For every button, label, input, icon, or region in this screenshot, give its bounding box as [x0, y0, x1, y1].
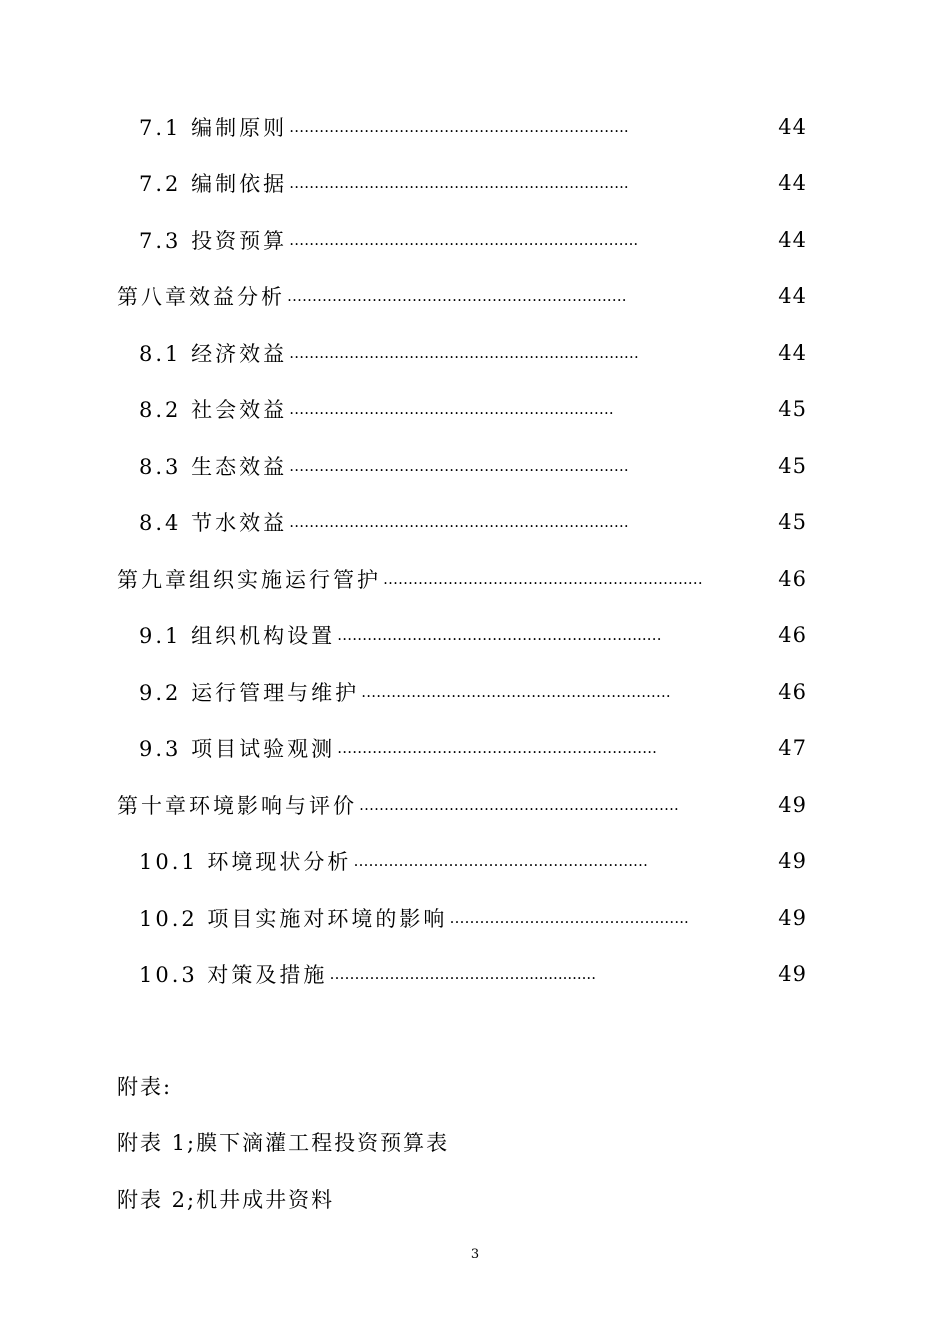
toc-entry-page: 49 — [778, 906, 807, 930]
toc-entry-page: 49 — [778, 962, 807, 986]
toc-entry-title: 第八章效益分析 — [117, 285, 285, 309]
toc-entry-page: 44 — [778, 341, 807, 365]
toc-dot-leader: ………………………………………………………….. — [289, 174, 629, 192]
toc-entry-title: 7.2 编制依据 — [139, 172, 288, 196]
toc-dot-leader: ……………………………………………………..… — [337, 626, 662, 644]
toc-entry-7-1[interactable] — [139, 112, 807, 142]
toc-entry-9-2[interactable] — [139, 677, 807, 707]
toc-dot-leader: ………………………………………………………….. — [289, 118, 629, 136]
toc-entry-title: 9.3 项目试验观测 — [139, 737, 336, 761]
toc-dot-leader: ……………………………….……………….… — [353, 852, 648, 870]
toc-entry-title: 10.1 环境现状分析 — [139, 850, 352, 874]
toc-entry-8-4[interactable] — [139, 507, 807, 537]
toc-entry-page: 46 — [778, 623, 807, 647]
toc-dot-leader: ………………………………………………………. — [359, 796, 679, 814]
appendix-heading: 附表: — [117, 1075, 173, 1099]
toc-entry-page: 49 — [778, 849, 807, 873]
toc-dot-leader: …………………………………….….. — [449, 909, 689, 927]
toc-entry-title: 第十章环境影响与评价 — [117, 794, 357, 818]
toc-entry-9-3[interactable] — [139, 733, 807, 763]
toc-entry-title: 9.2 运行管理与维护 — [139, 681, 360, 705]
toc-dot-leader: ……………………………………………………….…. — [289, 457, 629, 475]
toc-dot-leader: …………………………………............... — [329, 965, 596, 983]
toc-dot-leader: ……………………………………………………….…. — [289, 513, 629, 531]
toc-entry-page: 44 — [778, 115, 807, 139]
toc-entry-8-3[interactable] — [139, 451, 807, 481]
appendix-item: 附表 2;机井成井资料 — [117, 1188, 335, 1212]
toc-dot-leader: ……………………………………………………….…. — [287, 287, 627, 305]
toc-entry-title: 8.4 节水效益 — [139, 511, 288, 535]
toc-dot-leader: …………………………………………………….… — [383, 570, 703, 588]
toc-dot-leader: ……………………………………..…………………….. — [289, 231, 639, 249]
toc-entry-9-1[interactable] — [139, 620, 807, 650]
toc-entry-8-1[interactable] — [139, 338, 807, 368]
toc-entry-title: 第九章组织实施运行管护 — [117, 568, 381, 592]
toc-entry-10-1[interactable] — [139, 846, 807, 876]
toc-entry-page: 46 — [778, 680, 807, 704]
toc-entry-10-3[interactable] — [139, 959, 807, 989]
toc-entry-7-2[interactable] — [139, 168, 807, 198]
toc-dot-leader: ………………………………………………….……. — [289, 400, 614, 418]
toc-entry-page: 45 — [778, 510, 807, 534]
toc-entry-chapter-8[interactable] — [117, 281, 807, 311]
toc-entry-title: 9.1 组织机构设置 — [139, 624, 336, 648]
toc-entry-title: 8.1 经济效益 — [139, 342, 288, 366]
toc-entry-chapter-10[interactable] — [117, 790, 807, 820]
toc-dot-leader: ………………………………………………….…. — [361, 683, 671, 701]
toc-entry-7-3[interactable] — [139, 225, 807, 255]
toc-entry-title: 10.3 对策及措施 — [139, 963, 328, 987]
toc-entry-title: 7.1 编制原则 — [139, 116, 288, 140]
toc-entry-10-2[interactable] — [139, 903, 807, 933]
toc-entry-page: 45 — [778, 397, 807, 421]
toc-entry-8-2[interactable] — [139, 394, 807, 424]
toc-entry-page: 44 — [778, 171, 807, 195]
toc-entry-chapter-9[interactable] — [117, 564, 807, 594]
toc-entry-page: 49 — [778, 793, 807, 817]
appendix-item: 附表 1;膜下滴灌工程投资预算表 — [117, 1131, 450, 1155]
toc-entry-title: 7.3 投资预算 — [139, 229, 288, 253]
toc-entry-page: 45 — [778, 454, 807, 478]
toc-entry-title: 10.2 项目实施对环境的影响 — [139, 907, 448, 931]
toc-entry-page: 44 — [778, 228, 807, 252]
toc-entry-page: 46 — [778, 567, 807, 591]
toc-entry-page: 47 — [778, 736, 807, 760]
toc-dot-leader: ………………………………………………………. — [337, 739, 657, 757]
toc-entry-page: 44 — [778, 284, 807, 308]
page-number: 3 — [470, 1247, 480, 1262]
toc-entry-title: 8.2 社会效益 — [139, 398, 288, 422]
toc-entry-title: 8.3 生态效益 — [139, 455, 288, 479]
toc-dot-leader: ………………………………………………………….… — [289, 344, 639, 362]
